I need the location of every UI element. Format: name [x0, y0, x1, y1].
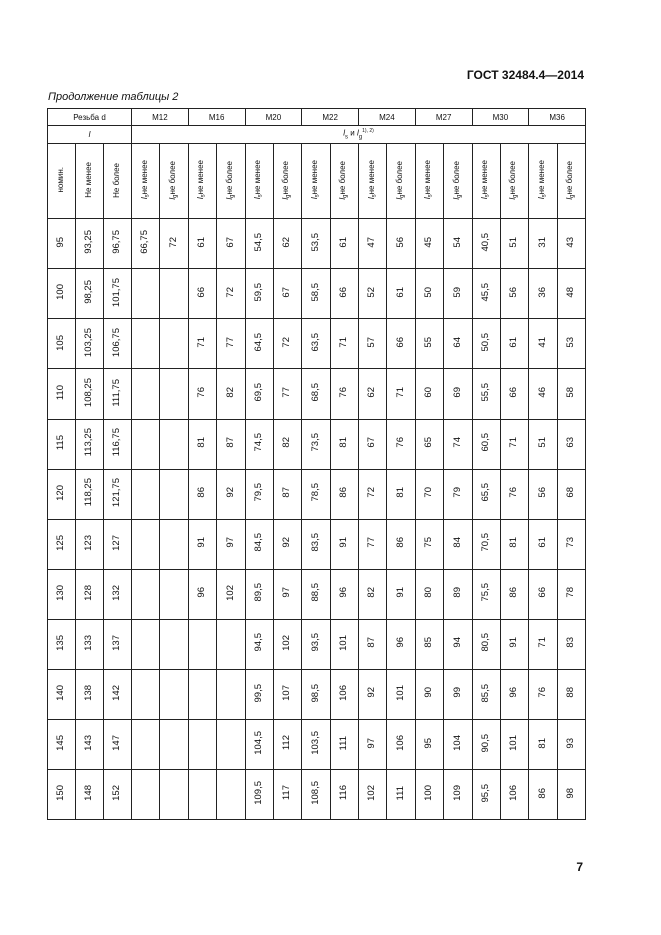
table-cell: 68 [557, 469, 585, 519]
table-cell: 66 [387, 319, 415, 369]
table-cell [160, 519, 188, 569]
table-cell: 100 [415, 769, 443, 819]
table-cell: 80 [415, 569, 443, 619]
table-cell [132, 319, 160, 369]
table-cell: 47 [359, 219, 387, 269]
ls-header: $l_sне$ менее [359, 143, 387, 219]
table-cell: 95 [48, 219, 76, 269]
table-cell: 145 [48, 719, 76, 769]
table-cell: 58 [557, 369, 585, 419]
table-cell: 98 [557, 769, 585, 819]
table-cell: 71 [500, 419, 528, 469]
table-cell: 86 [500, 569, 528, 619]
table-cell: 72 [273, 319, 301, 369]
table-cell: 60 [415, 369, 443, 419]
table-cell: 63 [557, 419, 585, 469]
lg-header: $l_gне$ более [444, 143, 472, 219]
table-cell: 82 [359, 569, 387, 619]
lg-header: $l_gне$ более [557, 143, 585, 219]
table-cell [132, 469, 160, 519]
table-cell: 92 [273, 519, 301, 569]
table-cell: 74 [444, 419, 472, 469]
table-cell: 106 [500, 769, 528, 819]
thread-m16: M16 [188, 109, 245, 126]
table-cell [160, 569, 188, 619]
table-cell [160, 669, 188, 719]
table-cell: 40,5 [472, 219, 500, 269]
table-cell: 142 [104, 669, 132, 719]
table-cell: 50,5 [472, 319, 500, 369]
ls-header: $l_sне$ менее [302, 143, 330, 219]
table-cell: 97 [273, 569, 301, 619]
table-cell: 81 [529, 719, 557, 769]
table-cell: 112 [273, 719, 301, 769]
table-cell [160, 319, 188, 369]
col-min: Не менее [76, 143, 104, 219]
table-cell: 72 [359, 469, 387, 519]
table-cell: 76 [529, 669, 557, 719]
table-cell [188, 769, 216, 819]
table-cell: 58,5 [302, 269, 330, 319]
table-cell: 81 [500, 519, 528, 569]
table-cell: 87 [273, 469, 301, 519]
table-cell: 76 [500, 469, 528, 519]
thread-m12: M12 [132, 109, 189, 126]
table-cell: 85,5 [472, 669, 500, 719]
table-cell: 99,5 [245, 669, 273, 719]
table-cell: 98,25 [76, 269, 104, 319]
table-cell: 54 [444, 219, 472, 269]
table-cell [217, 769, 245, 819]
table-cell: 97 [217, 519, 245, 569]
table-row [48, 769, 586, 819]
table-cell: 65,5 [472, 469, 500, 519]
table-cell: 76 [330, 369, 358, 419]
standard-number: ГОСТ 32484.4—2014 [466, 68, 584, 82]
table-cell: 84,5 [245, 519, 273, 569]
table-cell [160, 469, 188, 519]
table-cell: 102 [273, 619, 301, 669]
table-cell: 79,5 [245, 469, 273, 519]
table-cell: 86 [188, 469, 216, 519]
table-cell: 77 [273, 369, 301, 419]
table-cell: 68,5 [302, 369, 330, 419]
table-row [48, 469, 586, 519]
table-cell: 111 [387, 769, 415, 819]
table-cell [160, 419, 188, 469]
table-cell [132, 619, 160, 669]
table-cell: 61 [387, 269, 415, 319]
table-cell: 71 [188, 319, 216, 369]
table-cell: 76 [188, 369, 216, 419]
lg-header: $l_gне$ более [387, 143, 415, 219]
table-cell: 76 [387, 419, 415, 469]
dimensions-table [47, 108, 586, 820]
table-cell: 45 [415, 219, 443, 269]
table-cell: 91 [188, 519, 216, 569]
table-cell: 74,5 [245, 419, 273, 469]
table-cell: 79 [444, 469, 472, 519]
table-cell: 57 [359, 319, 387, 369]
col-nominal: номин. [48, 143, 76, 219]
table-cell: 77 [217, 319, 245, 369]
table-cell [160, 719, 188, 769]
table-cell: 106 [330, 669, 358, 719]
length-header-row [48, 126, 586, 143]
table-cell: 69 [444, 369, 472, 419]
table-cell: 69,5 [245, 369, 273, 419]
table-row [48, 369, 586, 419]
table-cell: 75 [415, 519, 443, 569]
table-cell [132, 369, 160, 419]
table-cell: 137 [104, 619, 132, 669]
table-cell: 152 [104, 769, 132, 819]
table-cell: 51 [529, 419, 557, 469]
table-cell: 82 [217, 369, 245, 419]
table-cell [160, 619, 188, 669]
table-cell: 45,5 [472, 269, 500, 319]
col-max: Не более [104, 143, 132, 219]
thread-m36: M36 [529, 109, 586, 126]
table-cell: 104,5 [245, 719, 273, 769]
table-cell: 56 [387, 219, 415, 269]
table-cell: 59 [444, 269, 472, 319]
table-cell [217, 619, 245, 669]
table-cell: 92 [217, 469, 245, 519]
thread-m22: M22 [302, 109, 359, 126]
table-cell: 101 [330, 619, 358, 669]
table-cell: 61 [500, 319, 528, 369]
table-caption: Продолжение таблицы 2 [48, 91, 179, 103]
page-number: 7 [576, 860, 583, 874]
table-cell: 138 [76, 669, 104, 719]
lg-header: $l_gне$ более [330, 143, 358, 219]
table-cell: 86 [387, 519, 415, 569]
table-cell: 89 [444, 569, 472, 619]
table-cell: 83,5 [302, 519, 330, 569]
table-cell: 81 [330, 419, 358, 469]
table-cell: 128 [76, 569, 104, 619]
table-cell: 132 [104, 569, 132, 619]
table-cell: 59,5 [245, 269, 273, 319]
table-cell [132, 419, 160, 469]
table-cell: 41 [529, 319, 557, 369]
table-cell: 81 [188, 419, 216, 469]
table-cell: 148 [76, 769, 104, 819]
table-cell: 61 [529, 519, 557, 569]
table-cell: 66 [188, 269, 216, 319]
table-cell: 127 [104, 519, 132, 569]
table-cell: 143 [76, 719, 104, 769]
table-row [48, 319, 586, 369]
ls-header: $l_sне$ менее [188, 143, 216, 219]
table-cell: 97 [359, 719, 387, 769]
table-cell: 71 [387, 369, 415, 419]
table-cell: 78,5 [302, 469, 330, 519]
table-cell: 109,5 [245, 769, 273, 819]
table-cell: 72 [160, 219, 188, 269]
table-cell: 111 [330, 719, 358, 769]
table-cell: 100 [48, 269, 76, 319]
table-cell: 88 [557, 669, 585, 719]
table-cell: 31 [529, 219, 557, 269]
table-cell [160, 769, 188, 819]
table-cell: 53,5 [302, 219, 330, 269]
table-cell: 53 [557, 319, 585, 369]
table-cell: 130 [48, 569, 76, 619]
table-cell: 116 [330, 769, 358, 819]
table-cell: 105 [48, 319, 76, 369]
table-cell: 96 [500, 669, 528, 719]
l-label: l [48, 126, 132, 143]
table-cell [188, 619, 216, 669]
table-cell: 88,5 [302, 569, 330, 619]
table-cell: 91 [500, 619, 528, 669]
table-cell: 67 [217, 219, 245, 269]
table-cell: 72 [217, 269, 245, 319]
table-cell: 93,5 [302, 619, 330, 669]
table-row [48, 269, 586, 319]
table-cell: 61 [330, 219, 358, 269]
table-cell [132, 719, 160, 769]
thread-m30: M30 [472, 109, 529, 126]
table-cell: 98,5 [302, 669, 330, 719]
table-cell: 94 [444, 619, 472, 669]
table-cell: 96 [330, 569, 358, 619]
table-cell: 50 [415, 269, 443, 319]
table-cell: 73 [557, 519, 585, 569]
table-cell: 67 [359, 419, 387, 469]
table-cell: 111,75 [104, 369, 132, 419]
table-cell: 55 [415, 319, 443, 369]
table-cell: 63,5 [302, 319, 330, 369]
table-cell: 70 [415, 469, 443, 519]
table-cell: 85 [415, 619, 443, 669]
table-cell: 101,75 [104, 269, 132, 319]
table-cell: 91 [387, 569, 415, 619]
table-row [48, 419, 586, 469]
table-cell: 66 [529, 569, 557, 619]
table-cell: 133 [76, 619, 104, 669]
table-cell: 93,25 [76, 219, 104, 269]
table-row [48, 569, 586, 619]
table-cell: 103,25 [76, 319, 104, 369]
table-cell: 65 [415, 419, 443, 469]
table-cell [188, 669, 216, 719]
table-cell: 55,5 [472, 369, 500, 419]
table-cell: 83 [557, 619, 585, 669]
ls-header: $l_sне$ менее [472, 143, 500, 219]
table-row [48, 719, 586, 769]
table-cell: 48 [557, 269, 585, 319]
table-row [48, 519, 586, 569]
table-cell: 62 [359, 369, 387, 419]
table-cell: 147 [104, 719, 132, 769]
table-cell: 75,5 [472, 569, 500, 619]
lg-header: $l_gне$ более [273, 143, 301, 219]
table-cell: 150 [48, 769, 76, 819]
table-cell: 81 [387, 469, 415, 519]
table-cell: 80,5 [472, 619, 500, 669]
table-cell: 102 [217, 569, 245, 619]
table-cell: 51 [500, 219, 528, 269]
ls-lg-label: $l_s$ и $l_g^{1), 2)}$ [132, 126, 586, 143]
table-cell: 89,5 [245, 569, 273, 619]
table-cell [132, 569, 160, 619]
table-cell: 71 [529, 619, 557, 669]
table-cell: 102 [359, 769, 387, 819]
table-cell: 73,5 [302, 419, 330, 469]
table-cell: 86 [529, 769, 557, 819]
table-cell: 66,75 [132, 219, 160, 269]
table-cell [132, 269, 160, 319]
table-cell: 108,25 [76, 369, 104, 419]
ls-header: $l_sне$ менее [529, 143, 557, 219]
table-cell [160, 369, 188, 419]
table-cell: 95 [415, 719, 443, 769]
table-cell: 92 [359, 669, 387, 719]
table-cell: 60,5 [472, 419, 500, 469]
table-cell: 86 [330, 469, 358, 519]
table-cell [160, 269, 188, 319]
table-cell [132, 519, 160, 569]
lg-header: $l_gне$ более [217, 143, 245, 219]
table-cell: 96 [188, 569, 216, 619]
thread-m20: M20 [245, 109, 302, 126]
table-cell: 120 [48, 469, 76, 519]
table-cell [188, 719, 216, 769]
ls-header: $l_sне$ менее [415, 143, 443, 219]
table-row [48, 219, 586, 269]
table-cell: 52 [359, 269, 387, 319]
thread-header-row [48, 109, 586, 126]
table-cell: 90 [415, 669, 443, 719]
table-cell: 66 [500, 369, 528, 419]
table-cell: 43 [557, 219, 585, 269]
table-cell: 56 [500, 269, 528, 319]
table-cell: 95,5 [472, 769, 500, 819]
table-cell: 106,75 [104, 319, 132, 369]
table-cell [217, 719, 245, 769]
table-cell: 46 [529, 369, 557, 419]
table-cell: 90,5 [472, 719, 500, 769]
table-cell: 54,5 [245, 219, 273, 269]
table-cell [132, 669, 160, 719]
ls-header: $l_sне$ менее [245, 143, 273, 219]
table-cell: 101 [387, 669, 415, 719]
table-cell: 64 [444, 319, 472, 369]
table-cell: 36 [529, 269, 557, 319]
table-cell: 96 [387, 619, 415, 669]
table-cell: 116,75 [104, 419, 132, 469]
table-cell: 106 [387, 719, 415, 769]
table-cell: 125 [48, 519, 76, 569]
table-cell: 61 [188, 219, 216, 269]
table-cell: 77 [359, 519, 387, 569]
table-cell: 78 [557, 569, 585, 619]
table-cell: 82 [273, 419, 301, 469]
table-cell: 62 [273, 219, 301, 269]
table-cell: 110 [48, 369, 76, 419]
column-header-row [48, 143, 586, 219]
table-cell: 91 [330, 519, 358, 569]
table-cell: 70,5 [472, 519, 500, 569]
table-cell: 66 [330, 269, 358, 319]
table-cell: 123 [76, 519, 104, 569]
table-cell: 94,5 [245, 619, 273, 669]
table-cell: 103,5 [302, 719, 330, 769]
table-cell: 67 [273, 269, 301, 319]
table-row [48, 619, 586, 669]
lg-header: $l_gне$ более [160, 143, 188, 219]
table-cell: 135 [48, 619, 76, 669]
table-cell: 109 [444, 769, 472, 819]
table-cell [217, 669, 245, 719]
table-cell: 64,5 [245, 319, 273, 369]
table-cell: 107 [273, 669, 301, 719]
table-cell: 99 [444, 669, 472, 719]
table-cell: 140 [48, 669, 76, 719]
table-cell: 115 [48, 419, 76, 469]
table-cell: 87 [359, 619, 387, 669]
table-cell: 101 [500, 719, 528, 769]
thread-m27: M27 [415, 109, 472, 126]
thread-m24: M24 [359, 109, 416, 126]
table-cell: 118,25 [76, 469, 104, 519]
table-cell: 93 [557, 719, 585, 769]
table-cell: 117 [273, 769, 301, 819]
table-cell: 96,75 [104, 219, 132, 269]
table-cell: 104 [444, 719, 472, 769]
lg-header: $l_gне$ более [500, 143, 528, 219]
thread-label: Резьба d [48, 109, 132, 126]
table-cell: 84 [444, 519, 472, 569]
table-cell: 108,5 [302, 769, 330, 819]
table-cell [132, 769, 160, 819]
table-cell: 113,25 [76, 419, 104, 469]
ls-header: $l_sне$ менее [132, 143, 160, 219]
table-row [48, 669, 586, 719]
table-cell: 56 [529, 469, 557, 519]
table-cell: 87 [217, 419, 245, 469]
table-cell: 71 [330, 319, 358, 369]
table-cell: 121,75 [104, 469, 132, 519]
